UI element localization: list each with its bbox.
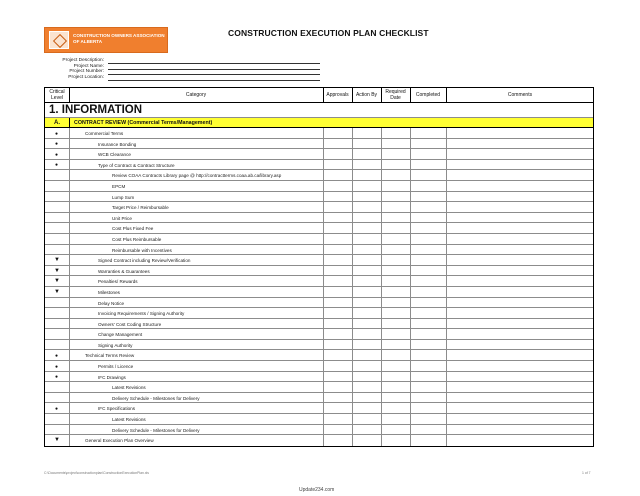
checklist-row — [45, 266, 593, 277]
checklist-row — [45, 181, 593, 192]
checklist-item-text: Latest Revisions — [112, 417, 146, 423]
checklist-row — [45, 149, 593, 160]
project-field-label: Project Description: — [62, 58, 104, 63]
checklist-row — [45, 308, 593, 319]
checklist-item-text: Invoicing Requirements / Signing Authority — [98, 311, 185, 317]
watermark: Update234.com — [299, 487, 335, 493]
checklist-item-text: Warranties & Guarantees — [98, 268, 150, 274]
project-field-input-line[interactable] — [108, 80, 320, 81]
checklist-row — [45, 393, 593, 404]
bullet-icon: ● — [55, 151, 59, 158]
table-header-row — [45, 88, 593, 103]
header-action-by: Action By — [355, 91, 378, 98]
critical-triangle-icon: ▼ — [54, 288, 60, 295]
section-title: 1. INFORMATION — [49, 104, 143, 116]
checklist-row — [45, 372, 593, 383]
checklist-row — [45, 340, 593, 351]
bullet-icon: ● — [55, 130, 59, 137]
checklist-item-text: Owners' Cost Coding Structure — [98, 321, 162, 327]
checklist-item-text: General Execution Plan Overview — [85, 438, 154, 444]
checklist-item-text: Delay Notice — [98, 300, 125, 306]
checklist-item-text: Latest Revisions — [112, 385, 146, 391]
checklist-item-text: Cost Plus Fixed Fee — [112, 226, 154, 232]
checklist-row — [45, 139, 593, 150]
header-category: Category — [185, 91, 207, 98]
checklist-row — [45, 329, 593, 340]
checklist-item-text: Lump Sum — [112, 194, 135, 200]
logo-emblem-icon — [49, 31, 69, 49]
subsection-letter: A. — [54, 119, 60, 126]
checklist-table — [44, 87, 594, 447]
bullet-icon: ● — [55, 363, 59, 370]
checklist-item-text: Change Management — [98, 332, 143, 338]
project-field-row — [20, 75, 330, 81]
checklist-row — [45, 319, 593, 330]
project-field-label: Project Location: — [68, 74, 104, 80]
project-field-label: Project Number: — [69, 69, 104, 75]
bullet-icon: ● — [55, 141, 59, 148]
subsection-row — [45, 118, 593, 128]
critical-triangle-icon: ▼ — [54, 437, 60, 444]
critical-triangle-icon: ▼ — [54, 278, 60, 285]
checklist-row — [45, 287, 593, 298]
critical-triangle-icon: ▼ — [54, 267, 60, 274]
checklist-row — [45, 202, 593, 213]
bullet-icon: ● — [55, 374, 59, 381]
bullet-icon: ● — [55, 352, 59, 359]
checklist-item-text: Milestones — [98, 289, 120, 295]
checklist-item-text: IFC Specifications — [98, 406, 136, 412]
checklist-row — [45, 213, 593, 224]
header-completed: Completed — [415, 91, 441, 98]
checklist-row — [45, 425, 593, 436]
checklist-row — [45, 350, 593, 361]
checklist-row — [45, 255, 593, 266]
checklist-item-text: WCB Clearance — [98, 152, 131, 158]
checklist-row — [45, 234, 593, 245]
checklist-item-text: Target Price / Reimbursable — [112, 205, 169, 211]
checklist-row — [45, 192, 593, 203]
footer-file-path: C:\Documents\project\constructionplan\ConstructionExecutionPlan.xls — [44, 471, 149, 475]
project-info-block — [20, 58, 330, 80]
checklist-row — [45, 435, 593, 446]
checklist-row — [45, 245, 593, 256]
checklist-row — [45, 276, 593, 287]
checklist-item-text: Cost Plus Reimbursable — [112, 236, 162, 242]
header-comments: Comments — [507, 91, 533, 98]
checklist-row — [45, 361, 593, 372]
checklist-row — [45, 128, 593, 139]
checklist-row — [45, 170, 593, 181]
checklist-item-text: EPCM — [112, 183, 126, 189]
checklist-row — [45, 223, 593, 234]
checklist-item-text: Signed Contract including Review/Verification — [98, 258, 191, 264]
checklist-item-text: Review COAA Contracts Library page @ http://contractterms.coaa.ab.ca/library.asp — [112, 173, 282, 179]
checklist-item-text: Permits / Licence — [98, 364, 134, 370]
checklist-item-text: Signing Authority — [98, 342, 133, 348]
bullet-icon: ● — [55, 405, 59, 412]
header-critical-level: Critical Level — [49, 89, 65, 101]
header-approvals: Approvals — [326, 91, 349, 98]
checklist-row — [45, 382, 593, 393]
checklist-item-text: Type of Contract & Contract Structure — [98, 162, 175, 168]
bullet-icon: ● — [55, 162, 59, 169]
checklist-item-text: IFC Drawings — [98, 374, 126, 380]
header-required-date: Required Date — [385, 89, 406, 101]
section-row — [45, 103, 593, 118]
critical-triangle-icon: ▼ — [54, 257, 60, 264]
checklist-item-text: Reimbursable with Incentives — [112, 247, 172, 253]
checklist-row — [45, 414, 593, 425]
logo — [44, 27, 168, 53]
checklist-item-text: Insurance Bonding — [98, 141, 137, 147]
checklist-item-text: Delivery Schedule - Milestones for Delivery — [112, 395, 200, 401]
checklist-row — [45, 298, 593, 309]
document-title: CONSTRUCTION EXECUTION PLAN CHECKLIST — [228, 28, 429, 38]
checklist-item-text: Delivery Schedule - Milestones for Delivery — [112, 427, 200, 433]
checklist-item-text: Penalties/ Rewards — [98, 279, 138, 285]
checklist-row — [45, 160, 593, 171]
logo-text: CONSTRUCTION OWNERS ASSOCIATION OF ALBERTA — [73, 33, 165, 44]
footer-page-number: 1 of 7 — [582, 471, 591, 475]
project-field-label: Project Name: — [73, 63, 104, 69]
checklist-item-text: Unit Price — [112, 215, 132, 221]
checklist-item-text: Technical Terms Review — [85, 353, 135, 359]
checklist-row — [45, 403, 593, 414]
subsection-title: CONTRACT REVIEW (Commercial Terms/Management) — [74, 119, 213, 126]
checklist-item-text: Commercial Terms — [85, 131, 124, 136]
